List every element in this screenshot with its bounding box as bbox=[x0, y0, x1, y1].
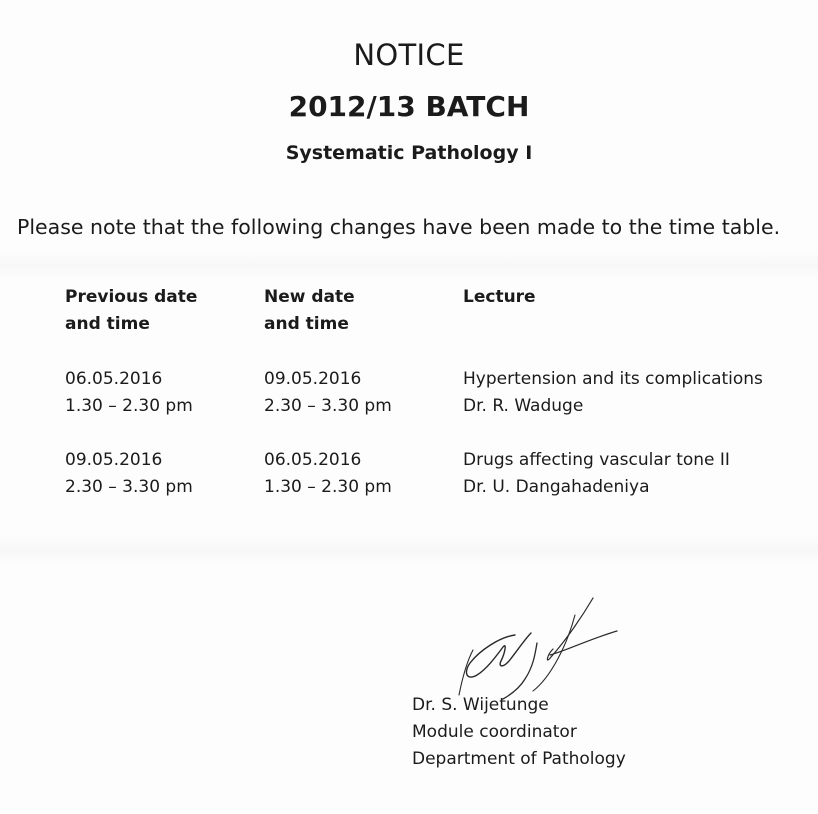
lecture-title: Hypertension and its complications bbox=[463, 369, 763, 389]
new-date: 09.05.2016 bbox=[264, 369, 362, 389]
scan-fold-shading bbox=[0, 250, 818, 280]
subject-title: Systematic Pathology I bbox=[285, 142, 533, 164]
previous-time: 1.30 – 2.30 pm bbox=[65, 396, 193, 416]
table-row-2-new bbox=[264, 447, 392, 501]
header-new-line2: and time bbox=[264, 314, 349, 334]
header-previous-line1: Previous date bbox=[65, 287, 198, 307]
signatory-department: Department of Pathology bbox=[412, 749, 626, 769]
header-new-line1: New date bbox=[264, 287, 355, 307]
header-previous-line2: and time bbox=[65, 314, 150, 334]
signatory-block bbox=[412, 692, 626, 773]
previous-time: 2.30 – 3.30 pm bbox=[65, 477, 193, 497]
scan-fold-shading bbox=[0, 535, 818, 565]
table-row-2-previous bbox=[65, 447, 193, 501]
new-time: 1.30 – 2.30 pm bbox=[264, 477, 392, 497]
table-row-1-new bbox=[264, 366, 392, 420]
batch-title: 2012/13 BATCH bbox=[288, 90, 530, 123]
intro-text: Please note that the following changes have been made to the time table. bbox=[17, 215, 781, 239]
header-previous-date bbox=[65, 284, 197, 338]
table-row-1-previous bbox=[65, 366, 193, 420]
table-row-1-lecture bbox=[463, 366, 763, 420]
lecturer-name: Dr. U. Dangahadeniya bbox=[463, 477, 650, 497]
lecturer-name: Dr. R. Waduge bbox=[463, 396, 584, 416]
header-lecture bbox=[463, 284, 536, 311]
notice-title: NOTICE bbox=[353, 38, 465, 72]
header-lecture-line1: Lecture bbox=[463, 287, 536, 307]
lecture-title: Drugs affecting vascular tone II bbox=[463, 450, 730, 470]
previous-date: 06.05.2016 bbox=[65, 369, 163, 389]
header-new-date bbox=[264, 284, 355, 338]
table-row-2-lecture bbox=[463, 447, 730, 501]
new-time: 2.30 – 3.30 pm bbox=[264, 396, 392, 416]
signatory-role: Module coordinator bbox=[412, 722, 577, 742]
signatory-name: Dr. S. Wijetunge bbox=[412, 695, 549, 715]
previous-date: 09.05.2016 bbox=[65, 450, 163, 470]
new-date: 06.05.2016 bbox=[264, 450, 362, 470]
